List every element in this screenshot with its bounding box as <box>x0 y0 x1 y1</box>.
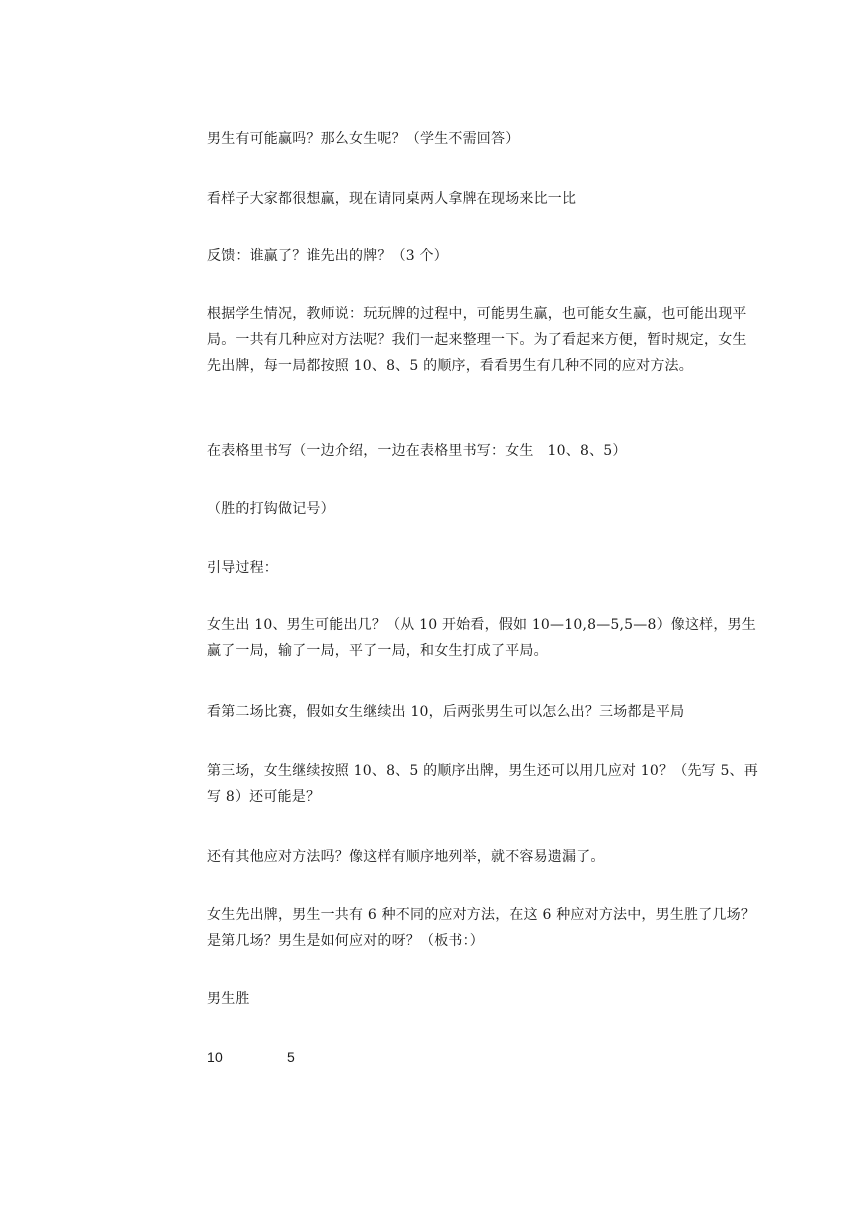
board-number-right: 5 <box>287 1049 295 1065</box>
paragraph-six-methods: 女生先出牌，男生一共有 6 种不同的应对方法，在这 6 种应对方法中，男生胜了几场？是第几场？男生是如何应对的呀？（板书：） <box>207 907 756 949</box>
paragraph-table-writing: 在表格里书写（一边介绍，一边在表格里书写：女生 10、8、5） <box>207 443 627 459</box>
paragraph-compare-cards: 看样子大家都很想赢，现在请同桌两人拿牌在现场来比一比 <box>207 191 577 207</box>
paragraph-boys-win: 男生胜 <box>207 991 250 1007</box>
paragraph-feedback: 反馈：谁赢了？谁先出的牌？（3 个） <box>207 248 448 264</box>
paragraph-ordered-listing: 还有其他应对方法吗？像这样有顺序地列举，就不容易遗漏了。 <box>207 849 605 865</box>
paragraph-guidance-heading: 引导过程： <box>207 560 278 576</box>
paragraph-teacher-explanation: 根据学生情况，教师说：玩玩牌的过程中，可能男生赢，也可能女生赢，也可能出现平局。一共有几种应对方法呢？我们一起来整理一下。为了看起来方便，暂时规定，女生先出牌，每一局都按照 10、8、5 的顺序，看看男生有几种不同的应对方法。 <box>207 306 747 374</box>
paragraph-question-who-can-win: 男生有可能赢吗？那么女生呢？（学生不需回答） <box>207 131 520 147</box>
paragraph-first-round: 女生出 10、男生可能出几？（从 10 开始看，假如 10—10,8—5,5—8）像这样，男生赢了一局，输了一局，平了一局，和女生打成了平局。 <box>207 617 756 659</box>
board-number-row <box>207 1044 759 1070</box>
paragraph-second-round: 看第二场比赛，假如女生继续出 10，后两张男生可以怎么出？三场都是平局 <box>207 704 685 720</box>
paragraph-check-mark-note: （胜的打钩做记号） <box>207 501 335 517</box>
paragraph-third-round: 第三场，女生继续按照 10、8、5 的顺序出牌，男生还可以用几应对 10？（先写 5、再写 8）还可能是？ <box>207 763 758 805</box>
board-number-left: 10 <box>207 1049 223 1065</box>
